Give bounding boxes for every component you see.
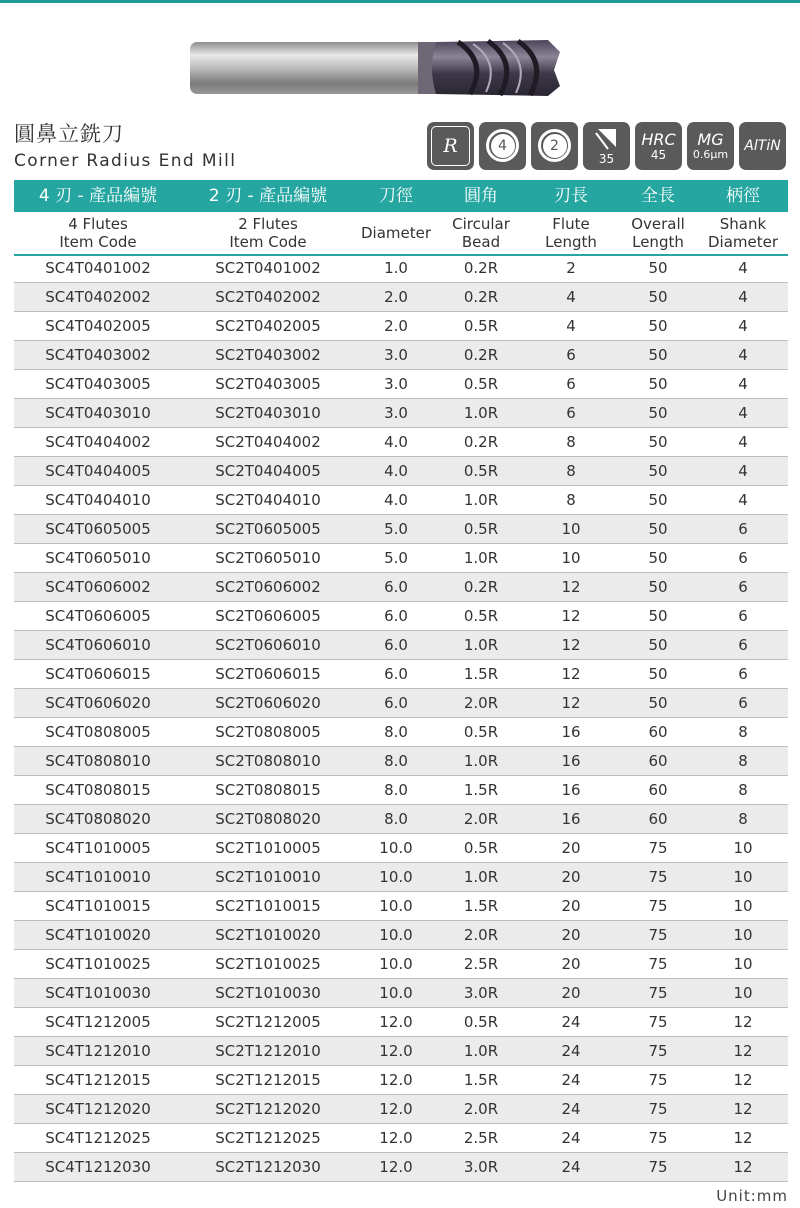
table-row <box>14 254 788 283</box>
table-row <box>14 689 788 718</box>
cell-flute-length: 24 <box>561 1071 581 1089</box>
cell-radius: 1.0R <box>463 549 499 567</box>
cell-shank-diameter: 12 <box>733 1071 753 1089</box>
cell-4flute-code: SC4T0403002 <box>45 346 151 364</box>
cell-radius: 1.0R <box>463 752 499 770</box>
cell-diameter: 4.0 <box>384 433 408 451</box>
cell-2flute-code: SC2T1010020 <box>215 926 321 944</box>
product-title-zh: 圓鼻立銑刀 <box>14 122 124 146</box>
cell-shank-diameter: 12 <box>733 1129 753 1147</box>
cell-overall-length: 60 <box>648 781 668 799</box>
cell-shank-diameter: 4 <box>738 317 748 335</box>
cell-overall-length: 50 <box>648 636 668 654</box>
table-row <box>14 921 788 950</box>
cell-flute-length: 8 <box>566 491 576 509</box>
cell-flute-length: 16 <box>561 752 581 770</box>
cell-radius: 2.0R <box>463 926 499 944</box>
cell-4flute-code: SC4T1212030 <box>45 1158 151 1176</box>
cell-flute-length: 12 <box>561 607 581 625</box>
cell-4flute-code: SC4T0606020 <box>45 694 151 712</box>
cell-4flute-code: SC4T0404002 <box>45 433 151 451</box>
cell-diameter: 6.0 <box>384 607 408 625</box>
helix-angle-badge <box>583 122 630 170</box>
cell-4flute-code: SC4T0606015 <box>45 665 151 683</box>
cell-2flute-code: SC2T1212020 <box>215 1100 321 1118</box>
cell-diameter: 10.0 <box>379 839 413 857</box>
cell-radius: 1.0R <box>463 491 499 509</box>
cell-shank-diameter: 6 <box>738 607 748 625</box>
header-zh-4flute-code: 4 刃 - 產品編號 <box>38 186 158 206</box>
cell-flute-length: 20 <box>561 926 581 944</box>
grain-size-badge <box>687 122 734 170</box>
cell-overall-length: 50 <box>648 317 668 335</box>
cell-radius: 0.5R <box>463 839 499 857</box>
header-zh-shank: 柄徑 <box>726 186 760 206</box>
cell-flute-length: 12 <box>561 578 581 596</box>
product-title-en: Corner Radius End Mill <box>14 151 237 171</box>
header-en-radius: Circular Bead <box>452 215 510 251</box>
cell-radius: 1.0R <box>463 868 499 886</box>
table-row <box>14 1153 788 1182</box>
table-row <box>14 312 788 341</box>
cell-4flute-code: SC4T0808005 <box>45 723 151 741</box>
cell-flute-length: 24 <box>561 1013 581 1031</box>
cell-2flute-code: SC2T0404002 <box>215 433 321 451</box>
table-row <box>14 776 788 805</box>
cell-radius: 3.0R <box>463 1158 499 1176</box>
table-row <box>14 457 788 486</box>
cell-flute-length: 20 <box>561 955 581 973</box>
table-row <box>14 979 788 1008</box>
product-table-body <box>14 254 788 1182</box>
cell-shank-diameter: 8 <box>738 752 748 770</box>
cell-diameter: 3.0 <box>384 404 408 422</box>
cell-2flute-code: SC2T1212005 <box>215 1013 321 1031</box>
hrc-value: 45 <box>650 147 667 162</box>
cell-2flute-code: SC2T0401002 <box>215 259 321 277</box>
cell-radius: 0.5R <box>463 462 499 480</box>
cell-4flute-code: SC4T1212010 <box>45 1042 151 1060</box>
cell-overall-length: 50 <box>648 665 668 683</box>
table-row <box>14 834 788 863</box>
table-row <box>14 1066 788 1095</box>
cell-shank-diameter: 10 <box>733 984 753 1002</box>
table-row <box>14 428 788 457</box>
cell-diameter: 6.0 <box>384 665 408 683</box>
table-row <box>14 631 788 660</box>
cell-2flute-code: SC2T1010005 <box>215 839 321 857</box>
cell-shank-diameter: 6 <box>738 520 748 538</box>
cell-flute-length: 10 <box>561 549 581 567</box>
cell-2flute-code: SC2T1010010 <box>215 868 321 886</box>
cell-shank-diameter: 4 <box>738 404 748 422</box>
cell-overall-length: 50 <box>648 520 668 538</box>
cell-shank-diameter: 8 <box>738 781 748 799</box>
cell-radius: 2.5R <box>463 1129 499 1147</box>
cell-overall-length: 75 <box>648 897 668 915</box>
cell-flute-length: 24 <box>561 1129 581 1147</box>
cell-radius: 2.0R <box>463 810 499 828</box>
cell-radius: 0.2R <box>463 288 499 306</box>
cell-diameter: 4.0 <box>384 462 408 480</box>
cell-diameter: 8.0 <box>384 723 408 741</box>
cell-2flute-code: SC2T0606020 <box>215 694 321 712</box>
top-accent-line <box>0 0 800 3</box>
cell-overall-length: 50 <box>648 607 668 625</box>
cell-4flute-code: SC4T0401002 <box>45 259 151 277</box>
unit-note: Unit:mm <box>716 1187 788 1205</box>
cell-diameter: 12.0 <box>379 1071 413 1089</box>
cell-overall-length: 50 <box>648 346 668 364</box>
cell-overall-length: 60 <box>648 723 668 741</box>
cell-flute-length: 6 <box>566 346 576 364</box>
cell-overall-length: 75 <box>648 839 668 857</box>
cell-4flute-code: SC4T1010020 <box>45 926 151 944</box>
cell-shank-diameter: 6 <box>738 549 748 567</box>
cell-radius: 2.5R <box>463 955 499 973</box>
cell-4flute-code: SC4T0605010 <box>45 549 151 567</box>
cell-overall-length: 50 <box>648 578 668 596</box>
cell-radius: 0.2R <box>463 346 499 364</box>
header-en-2flute-code: 2 Flutes Item Code <box>229 215 307 251</box>
cell-radius: 1.5R <box>463 1071 499 1089</box>
table-row <box>14 341 788 370</box>
cell-4flute-code: SC4T1010030 <box>45 984 151 1002</box>
cell-flute-length: 16 <box>561 810 581 828</box>
cell-overall-length: 50 <box>648 549 668 567</box>
table-row <box>14 1095 788 1124</box>
cell-overall-length: 75 <box>648 1100 668 1118</box>
cell-diameter: 12.0 <box>379 1158 413 1176</box>
cell-diameter: 8.0 <box>384 810 408 828</box>
cell-2flute-code: SC2T0403002 <box>215 346 321 364</box>
header-en-flute-length: Flute Length <box>545 215 597 251</box>
coating-badge <box>739 122 786 170</box>
cell-overall-length: 60 <box>648 810 668 828</box>
table-row <box>14 602 788 631</box>
cell-shank-diameter: 6 <box>738 665 748 683</box>
cell-radius: 0.5R <box>463 317 499 335</box>
cell-2flute-code: SC2T0808010 <box>215 752 321 770</box>
cell-diameter: 3.0 <box>384 375 408 393</box>
cell-overall-length: 50 <box>648 288 668 306</box>
table-header-zh <box>14 180 788 212</box>
cell-diameter: 8.0 <box>384 752 408 770</box>
table-header-en <box>14 212 788 256</box>
cell-overall-length: 75 <box>648 1158 668 1176</box>
cell-shank-diameter: 4 <box>738 346 748 364</box>
cell-diameter: 2.0 <box>384 317 408 335</box>
cell-4flute-code: SC4T0606010 <box>45 636 151 654</box>
cell-diameter: 5.0 <box>384 549 408 567</box>
cell-flute-length: 20 <box>561 839 581 857</box>
cell-diameter: 10.0 <box>379 897 413 915</box>
cell-radius: 1.5R <box>463 897 499 915</box>
cell-4flute-code: SC4T0402005 <box>45 317 151 335</box>
table-row <box>14 950 788 979</box>
cell-overall-length: 50 <box>648 404 668 422</box>
cell-shank-diameter: 4 <box>738 462 748 480</box>
header-en-shank: Shank Diameter <box>707 215 779 251</box>
cell-radius: 0.5R <box>463 375 499 393</box>
table-row <box>14 892 788 921</box>
cell-4flute-code: SC4T1212020 <box>45 1100 151 1118</box>
cell-2flute-code: SC2T1212030 <box>215 1158 321 1176</box>
cell-4flute-code: SC4T0808015 <box>45 781 151 799</box>
cell-shank-diameter: 10 <box>733 868 753 886</box>
table-row <box>14 1008 788 1037</box>
cell-4flute-code: SC4T1212015 <box>45 1071 151 1089</box>
cell-diameter: 5.0 <box>384 520 408 538</box>
cell-radius: 0.5R <box>463 607 499 625</box>
cell-radius: 1.0R <box>463 1042 499 1060</box>
table-row <box>14 747 788 776</box>
cell-shank-diameter: 10 <box>733 955 753 973</box>
cell-2flute-code: SC2T1212015 <box>215 1071 321 1089</box>
hardness-badge <box>635 122 682 170</box>
cell-diameter: 12.0 <box>379 1129 413 1147</box>
header-en-4flute-code: 4 Flutes Item Code <box>59 215 137 251</box>
cell-diameter: 10.0 <box>379 955 413 973</box>
cell-shank-diameter: 4 <box>738 375 748 393</box>
cell-shank-diameter: 12 <box>733 1013 753 1031</box>
cell-shank-diameter: 12 <box>733 1042 753 1060</box>
cell-diameter: 12.0 <box>379 1013 413 1031</box>
cell-2flute-code: SC2T0402002 <box>215 288 321 306</box>
cell-2flute-code: SC2T0808015 <box>215 781 321 799</box>
cell-4flute-code: SC4T1212025 <box>45 1129 151 1147</box>
cell-radius: 0.5R <box>463 1013 499 1031</box>
cell-flute-length: 24 <box>561 1158 581 1176</box>
cell-overall-length: 75 <box>648 1042 668 1060</box>
end-mill-illustration <box>188 36 568 100</box>
cell-overall-length: 60 <box>648 752 668 770</box>
cell-flute-length: 10 <box>561 520 581 538</box>
cell-diameter: 6.0 <box>384 694 408 712</box>
cell-overall-length: 50 <box>648 259 668 277</box>
cell-4flute-code: SC4T1010005 <box>45 839 151 857</box>
cell-2flute-code: SC2T0605005 <box>215 520 321 538</box>
two-flutes-number: 2 <box>543 134 567 158</box>
cell-flute-length: 6 <box>566 375 576 393</box>
header-zh-radius: 圓角 <box>464 186 498 206</box>
header-zh-2flute-code: 2 刃 - 產品編號 <box>208 186 328 206</box>
cell-overall-length: 50 <box>648 694 668 712</box>
cell-shank-diameter: 4 <box>738 491 748 509</box>
cell-diameter: 8.0 <box>384 781 408 799</box>
cell-diameter: 6.0 <box>384 578 408 596</box>
cell-shank-diameter: 6 <box>738 694 748 712</box>
cell-overall-length: 50 <box>648 375 668 393</box>
hrc-label: HRC <box>641 129 676 149</box>
coating-label: AlTiN <box>744 138 781 154</box>
cell-2flute-code: SC2T1212010 <box>215 1042 321 1060</box>
cell-2flute-code: SC2T0404010 <box>215 491 321 509</box>
cell-4flute-code: SC4T0606002 <box>45 578 151 596</box>
cell-shank-diameter: 4 <box>738 259 748 277</box>
cell-2flute-code: SC2T1212025 <box>215 1129 321 1147</box>
cell-diameter: 2.0 <box>384 288 408 306</box>
cell-4flute-code: SC4T0808020 <box>45 810 151 828</box>
cell-overall-length: 50 <box>648 433 668 451</box>
cell-flute-length: 24 <box>561 1100 581 1118</box>
cell-flute-length: 12 <box>561 694 581 712</box>
cell-diameter: 10.0 <box>379 868 413 886</box>
cell-shank-diameter: 6 <box>738 578 748 596</box>
cell-flute-length: 6 <box>566 404 576 422</box>
cell-overall-length: 75 <box>648 868 668 886</box>
cell-2flute-code: SC2T0606015 <box>215 665 321 683</box>
grain-label: MG <box>697 129 724 149</box>
cell-radius: 0.5R <box>463 520 499 538</box>
helix-angle-value: 35 <box>598 152 615 166</box>
cell-radius: 2.0R <box>463 1100 499 1118</box>
cell-4flute-code: SC4T0606005 <box>45 607 151 625</box>
cell-shank-diameter: 8 <box>738 810 748 828</box>
cell-radius: 2.0R <box>463 694 499 712</box>
cell-flute-length: 20 <box>561 897 581 915</box>
cell-4flute-code: SC4T0404005 <box>45 462 151 480</box>
cell-radius: 0.2R <box>463 433 499 451</box>
header-zh-flute-length: 刃長 <box>554 186 588 206</box>
cell-4flute-code: SC4T0404010 <box>45 491 151 509</box>
table-row <box>14 573 788 602</box>
cell-overall-length: 50 <box>648 462 668 480</box>
cell-2flute-code: SC2T0605010 <box>215 549 321 567</box>
table-row <box>14 370 788 399</box>
cell-4flute-code: SC4T1010015 <box>45 897 151 915</box>
cell-shank-diameter: 12 <box>733 1100 753 1118</box>
header-en-diameter: Diameter <box>360 224 432 242</box>
cell-4flute-code: SC4T1010025 <box>45 955 151 973</box>
helix-icon <box>592 127 622 153</box>
grain-value: 0.6μm <box>692 147 729 161</box>
cell-flute-length: 20 <box>561 868 581 886</box>
cell-4flute-code: SC4T0403005 <box>45 375 151 393</box>
cell-overall-length: 75 <box>648 1071 668 1089</box>
corner-radius-badge <box>427 122 474 170</box>
cell-diameter: 3.0 <box>384 346 408 364</box>
cell-radius: 1.0R <box>463 404 499 422</box>
cell-diameter: 1.0 <box>384 259 408 277</box>
two-flutes-badge <box>531 122 578 170</box>
cell-flute-length: 20 <box>561 984 581 1002</box>
cell-2flute-code: SC2T0606010 <box>215 636 321 654</box>
cell-shank-diameter: 4 <box>738 433 748 451</box>
cell-overall-length: 75 <box>648 1013 668 1031</box>
cell-shank-diameter: 8 <box>738 723 748 741</box>
cell-4flute-code: SC4T0403010 <box>45 404 151 422</box>
table-row <box>14 805 788 834</box>
cell-flute-length: 2 <box>566 259 576 277</box>
cell-radius: 3.0R <box>463 984 499 1002</box>
table-row <box>14 863 788 892</box>
cell-shank-diameter: 10 <box>733 897 753 915</box>
cell-radius: 1.5R <box>463 781 499 799</box>
cell-flute-length: 16 <box>561 723 581 741</box>
cell-2flute-code: SC2T1010030 <box>215 984 321 1002</box>
four-flutes-number: 4 <box>491 134 515 158</box>
cell-flute-length: 16 <box>561 781 581 799</box>
cell-overall-length: 75 <box>648 984 668 1002</box>
cell-flute-length: 8 <box>566 462 576 480</box>
cell-diameter: 4.0 <box>384 491 408 509</box>
table-row <box>14 399 788 428</box>
cell-overall-length: 75 <box>648 926 668 944</box>
table-row <box>14 1037 788 1066</box>
cell-diameter: 10.0 <box>379 984 413 1002</box>
cell-flute-length: 8 <box>566 433 576 451</box>
cell-overall-length: 75 <box>648 955 668 973</box>
cell-2flute-code: SC2T0808020 <box>215 810 321 828</box>
table-row <box>14 718 788 747</box>
header-en-overall-length: Overall Length <box>631 215 685 251</box>
table-row <box>14 283 788 312</box>
table-row <box>14 486 788 515</box>
spec-badges <box>427 122 786 170</box>
cell-4flute-code: SC4T1010010 <box>45 868 151 886</box>
cell-shank-diameter: 10 <box>733 839 753 857</box>
cell-shank-diameter: 10 <box>733 926 753 944</box>
cell-4flute-code: SC4T0605005 <box>45 520 151 538</box>
four-flutes-badge <box>479 122 526 170</box>
cell-diameter: 10.0 <box>379 926 413 944</box>
cell-flute-length: 12 <box>561 636 581 654</box>
cell-2flute-code: SC2T0808005 <box>215 723 321 741</box>
table-row <box>14 1124 788 1153</box>
cell-2flute-code: SC2T0403010 <box>215 404 321 422</box>
cell-2flute-code: SC2T0606002 <box>215 578 321 596</box>
cell-radius: 1.5R <box>463 665 499 683</box>
cell-2flute-code: SC2T0404005 <box>215 462 321 480</box>
cell-radius: 1.0R <box>463 636 499 654</box>
cell-2flute-code: SC2T1010025 <box>215 955 321 973</box>
cell-shank-diameter: 4 <box>738 288 748 306</box>
cell-overall-length: 75 <box>648 1129 668 1147</box>
cell-radius: 0.2R <box>463 259 499 277</box>
cell-2flute-code: SC2T0606005 <box>215 607 321 625</box>
cell-2flute-code: SC2T0402005 <box>215 317 321 335</box>
cell-flute-length: 24 <box>561 1042 581 1060</box>
cell-2flute-code: SC2T0403005 <box>215 375 321 393</box>
cell-shank-diameter: 12 <box>733 1158 753 1176</box>
cell-overall-length: 50 <box>648 491 668 509</box>
cell-4flute-code: SC4T1212005 <box>45 1013 151 1031</box>
cell-flute-length: 4 <box>566 317 576 335</box>
cell-flute-length: 4 <box>566 288 576 306</box>
cell-2flute-code: SC2T1010015 <box>215 897 321 915</box>
cell-radius: 0.5R <box>463 723 499 741</box>
cell-radius: 0.2R <box>463 578 499 596</box>
cell-4flute-code: SC4T0808010 <box>45 752 151 770</box>
cell-diameter: 6.0 <box>384 636 408 654</box>
radius-label: R <box>443 135 458 157</box>
header-zh-overall-length: 全長 <box>641 186 675 206</box>
table-row <box>14 515 788 544</box>
header-zh-diameter: 刀徑 <box>379 186 413 206</box>
cell-4flute-code: SC4T0402002 <box>45 288 151 306</box>
cell-diameter: 12.0 <box>379 1042 413 1060</box>
cell-flute-length: 12 <box>561 665 581 683</box>
cell-diameter: 12.0 <box>379 1100 413 1118</box>
table-row <box>14 660 788 689</box>
table-row <box>14 544 788 573</box>
cell-shank-diameter: 6 <box>738 636 748 654</box>
